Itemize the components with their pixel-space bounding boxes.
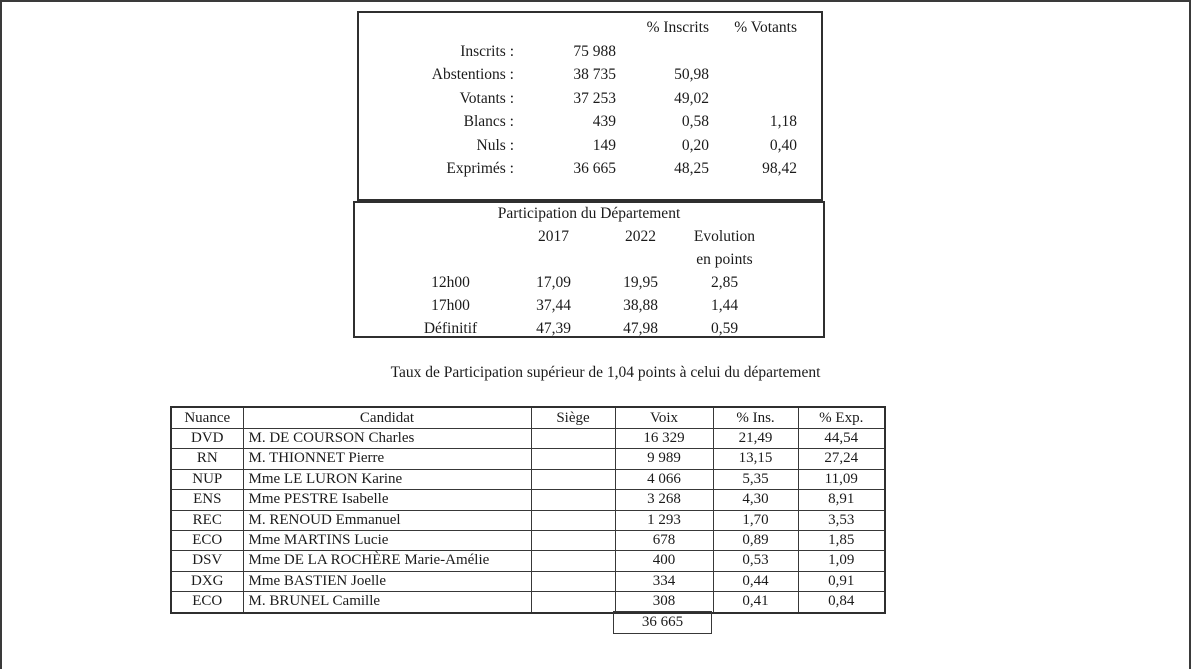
col-header-nuance: Nuance xyxy=(171,407,243,429)
dept-header-evolution-units: en points xyxy=(696,251,753,268)
stats-row-label: Exprimés : xyxy=(446,160,514,177)
cell-voix: 400 xyxy=(615,551,713,571)
cell-siege xyxy=(531,571,615,591)
dept-row-2022: 19,95 xyxy=(623,274,658,291)
department-participation-grid xyxy=(355,225,823,340)
result-row xyxy=(171,531,885,551)
dept-header-spacer xyxy=(393,248,508,271)
cell-pct-ins: 5,35 xyxy=(713,469,798,489)
cell-candidat: Mme LE LURON Karine xyxy=(243,469,531,489)
cell-candidat: Mme MARTINS Lucie xyxy=(243,531,531,551)
cell-pct-exp: 1,85 xyxy=(798,531,885,551)
cell-nuance: RN xyxy=(171,449,243,469)
cell-candidat: M. BRUNEL Camille xyxy=(243,592,531,613)
stats-row-value: 75 988 xyxy=(573,42,616,60)
result-row xyxy=(171,510,885,530)
dept-row-evolution: 0,59 xyxy=(710,320,739,337)
cell-voix: 9 989 xyxy=(615,449,713,469)
dept-header-spacer xyxy=(599,248,682,271)
dept-header-spacer xyxy=(393,225,508,248)
col-header-voix: Voix xyxy=(615,407,713,429)
stats-row-pct-inscrits: 0,20 xyxy=(681,136,709,154)
col-header-candidat: Candidat xyxy=(243,407,531,429)
cell-pct-exp: 8,91 xyxy=(798,490,885,510)
stats-row-value: 38 735 xyxy=(573,66,616,83)
dept-row-label: 12h00 xyxy=(431,274,470,291)
cell-pct-ins: 0,44 xyxy=(713,571,798,591)
result-row xyxy=(171,571,885,591)
stats-row-label: Inscrits : xyxy=(460,42,514,60)
cell-voix: 308 xyxy=(615,592,713,613)
cell-nuance: DXG xyxy=(171,571,243,591)
cell-pct-ins: 21,49 xyxy=(713,429,798,449)
dept-row-evolution: 1,44 xyxy=(710,297,739,314)
cell-siege xyxy=(531,429,615,449)
cell-pct-ins: 13,15 xyxy=(713,449,798,469)
cell-nuance: ECO xyxy=(171,531,243,551)
cell-pct-ins: 4,30 xyxy=(713,490,798,510)
stats-row-pct-votants xyxy=(709,40,797,64)
result-row xyxy=(171,490,885,510)
cell-nuance: ECO xyxy=(171,592,243,613)
dept-row-label: Définitif xyxy=(423,320,478,337)
total-voix: 36 665 xyxy=(613,611,712,634)
cell-pct-ins: 1,70 xyxy=(713,510,798,530)
stats-row-label: Abstentions : xyxy=(431,66,514,83)
cell-voix: 334 xyxy=(615,571,713,591)
cell-siege xyxy=(531,469,615,489)
stats-row-pct-votants xyxy=(709,63,797,87)
cell-pct-exp: 44,54 xyxy=(798,429,885,449)
stats-header-spacer xyxy=(359,16,514,40)
cell-voix: 678 xyxy=(615,531,713,551)
results-header-row xyxy=(171,407,885,429)
dept-header-2017: 2017 xyxy=(538,228,569,245)
cell-voix: 16 329 xyxy=(615,429,713,449)
cell-nuance: NUP xyxy=(171,469,243,489)
cell-pct-exp: 11,09 xyxy=(798,469,885,489)
stats-row-value: 36 665 xyxy=(573,160,616,177)
dept-header-spacer xyxy=(508,248,599,271)
stats-row-pct-inscrits: 48,25 xyxy=(674,160,709,177)
cell-voix: 4 066 xyxy=(615,469,713,489)
stats-row-pct-inscrits: 0,58 xyxy=(681,113,709,130)
stats-row-value: 37 253 xyxy=(573,89,616,107)
result-row xyxy=(171,469,885,489)
result-row xyxy=(171,592,885,613)
stats-row-pct-inscrits xyxy=(616,40,709,64)
stats-row-pct-inscrits: 50,98 xyxy=(674,66,709,83)
stats-row-label: Blancs : xyxy=(463,113,514,130)
cell-siege xyxy=(531,531,615,551)
stats-row-label: Votants : xyxy=(459,89,514,107)
cell-siege xyxy=(531,551,615,571)
dept-row-2022: 38,88 xyxy=(623,297,658,314)
cell-pct-exp: 0,84 xyxy=(798,592,885,613)
cell-voix: 3 268 xyxy=(615,490,713,510)
cell-candidat: M. RENOUD Emmanuel xyxy=(243,510,531,530)
participation-summary-table xyxy=(357,11,823,201)
cell-candidat: M. DE COURSON Charles xyxy=(243,429,531,449)
dept-row-2022: 47,98 xyxy=(623,320,658,337)
dept-row-evolution: 2,85 xyxy=(710,274,739,291)
stats-row-label: Nuls : xyxy=(476,136,514,154)
cell-pct-exp: 0,91 xyxy=(798,571,885,591)
results-table xyxy=(170,406,886,614)
cell-candidat: Mme PESTRE Isabelle xyxy=(243,490,531,510)
participation-note: Taux de Participation supérieur de 1,04 points à celui du département xyxy=(390,364,821,381)
stats-header-pct-inscrits: % Inscrits xyxy=(646,19,709,36)
stats-row-value: 149 xyxy=(592,136,616,154)
cell-nuance: REC xyxy=(171,510,243,530)
stats-row-pct-votants: 0,40 xyxy=(769,136,797,154)
participation-summary-grid xyxy=(359,16,797,181)
result-row xyxy=(171,449,885,469)
cell-nuance: DVD xyxy=(171,429,243,449)
cell-voix: 1 293 xyxy=(615,510,713,530)
dept-row-2017: 17,09 xyxy=(536,274,571,291)
col-header-siege: Siège xyxy=(531,407,615,429)
stats-row-pct-votants: 1,18 xyxy=(769,113,797,130)
cell-siege xyxy=(531,592,615,613)
cell-candidat: Mme BASTIEN Joelle xyxy=(243,571,531,591)
cell-candidat: M. THIONNET Pierre xyxy=(243,449,531,469)
result-row xyxy=(171,551,885,571)
cell-pct-ins: 0,41 xyxy=(713,592,798,613)
dept-row-label: 17h00 xyxy=(431,297,470,314)
dept-header-evolution: Evolution xyxy=(693,228,756,245)
stats-row-pct-votants: 98,42 xyxy=(762,160,797,177)
col-header-pct-ins: % Ins. xyxy=(713,407,798,429)
dept-row-2017: 37,44 xyxy=(536,297,571,314)
cell-pct-ins: 0,53 xyxy=(713,551,798,571)
cell-siege xyxy=(531,490,615,510)
cell-nuance: DSV xyxy=(171,551,243,571)
stats-header-spacer xyxy=(514,16,616,40)
cell-pct-exp: 1,09 xyxy=(798,551,885,571)
department-participation-title: Participation du Département xyxy=(497,205,681,222)
stats-row-pct-inscrits: 49,02 xyxy=(674,89,709,107)
cell-candidat: Mme DE LA ROCHÈRE Marie-Amélie xyxy=(243,551,531,571)
dept-header-2022: 2022 xyxy=(625,228,656,245)
result-row xyxy=(171,429,885,449)
cell-siege xyxy=(531,449,615,469)
cell-pct-exp: 3,53 xyxy=(798,510,885,530)
stats-row-pct-votants xyxy=(709,87,797,111)
cell-siege xyxy=(531,510,615,530)
cell-pct-ins: 0,89 xyxy=(713,531,798,551)
dept-row-2017: 47,39 xyxy=(536,320,571,337)
cell-pct-exp: 27,24 xyxy=(798,449,885,469)
cell-nuance: ENS xyxy=(171,490,243,510)
department-participation-table xyxy=(353,201,825,338)
stats-header-pct-votants: % Votants xyxy=(734,19,797,36)
col-header-pct-exp: % Exp. xyxy=(798,407,885,429)
stats-row-value: 439 xyxy=(592,113,616,130)
